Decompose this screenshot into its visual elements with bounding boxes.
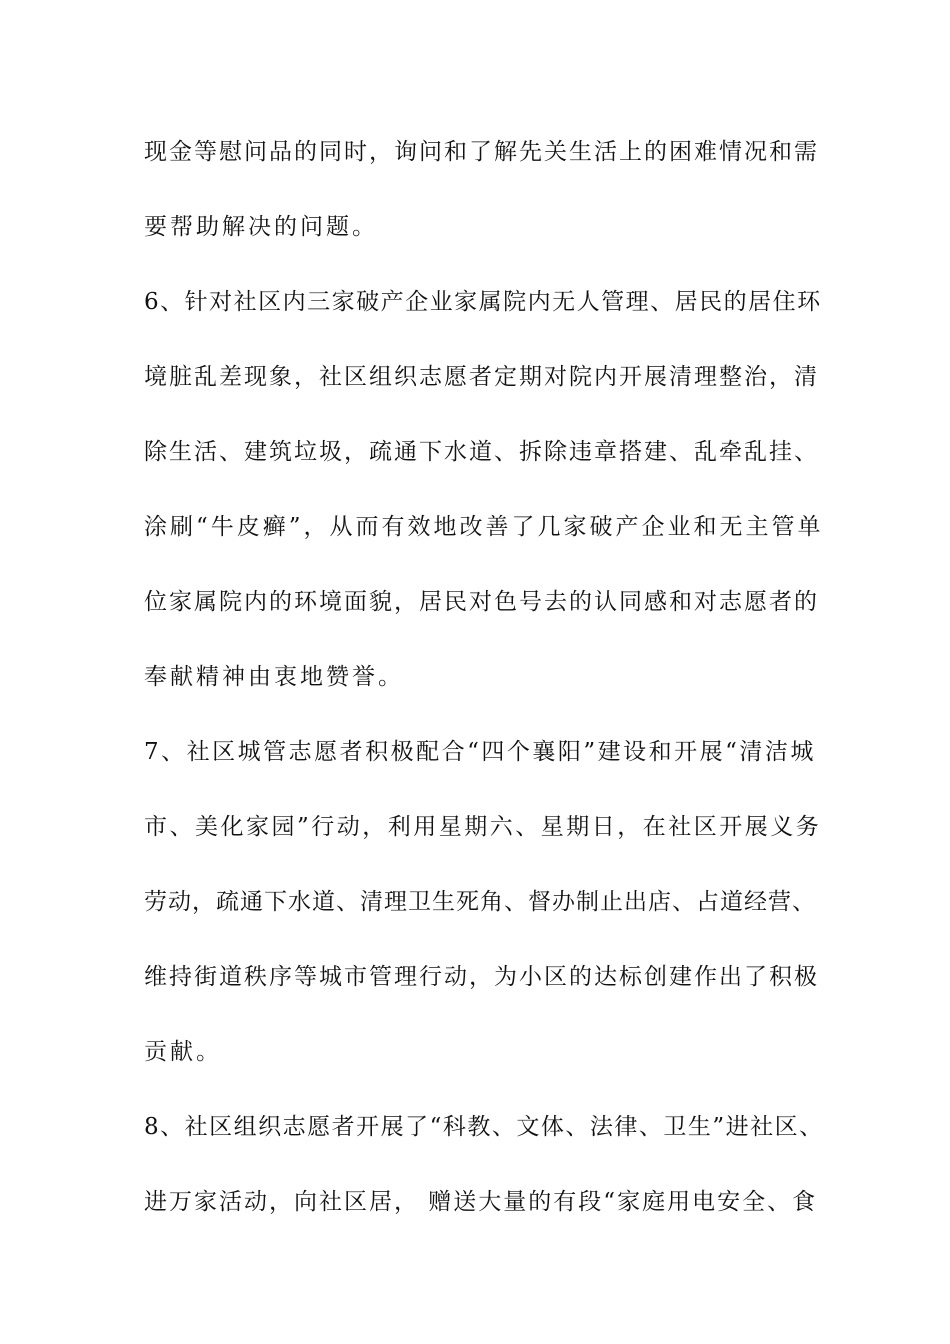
text-line: 要帮助解决的问题。 [144, 214, 378, 240]
text-line: 位家属院内的环境面貌，居民对色号去的认同感和对志愿者的 [144, 589, 819, 615]
text-line: 8、社区组织志愿者开展了“科教、文体、法律、卫生”进社区、 [144, 1114, 824, 1140]
text-line: 6、针对社区内三家破产企业家属院内无人管理、居民的居住环 [144, 289, 822, 315]
text-line: 涂刷“牛皮癣”，从而有效地改善了几家破产企业和无主管单 [144, 514, 824, 540]
text-line: 市、美化家园”行动，利用星期六、星期日，在社区开展义务 [144, 814, 822, 840]
text-line: 境脏乱差现象，社区组织志愿者定期对院内开展清理整治，清 [144, 364, 819, 390]
text-line: 奉献精神由衷地赞誉。 [144, 664, 404, 690]
text-line: 贡献。 [144, 1039, 222, 1065]
text-line: 维持街道秩序等城市管理行动，为小区的达标创建作出了积极 [144, 964, 819, 990]
text-line: 进万家活动，向社区居， 赠送大量的有段“家庭用电安全、食 [144, 1189, 818, 1215]
text-line: 劳动，疏通下水道、清理卫生死角、督办制止出店、占道经营、 [144, 889, 816, 915]
text-line: 现金等慰问品的同时，询问和了解先关生活上的困难情况和需 [144, 139, 819, 165]
text-line: 除生活、建筑垃圾，疏通下水道、拆除违章搭建、乱牵乱挂、 [144, 439, 819, 465]
text-line: 7、社区城管志愿者积极配合“四个襄阳”建设和开展“清洁城 [144, 739, 816, 765]
